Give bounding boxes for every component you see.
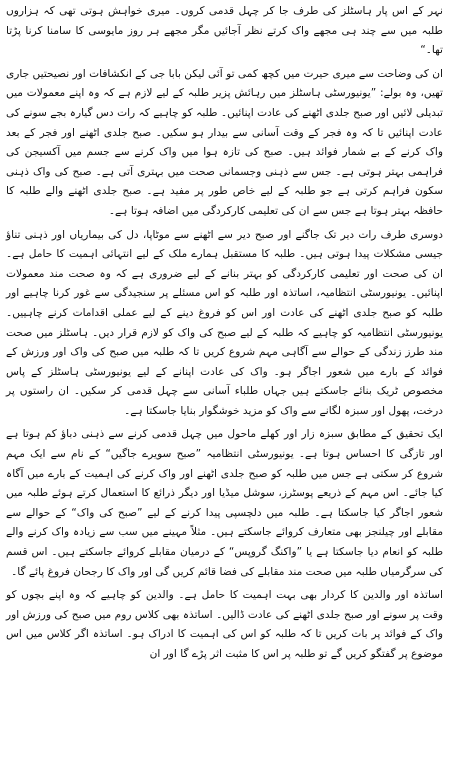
paragraph-4: ایک تحقیق کے مطابق سبزہ زار اور کھلے ماحول میں چہل قدمی کرنے سے ذہنی دباؤ کم ہوتا ہے اور تازگی کا احساس ہوتا ہے۔ یونیورسٹی انتظامیہ ”صبح سویرے جاگیں“ کے نام سے ایک مہم شروع کر سکتی ہے جس میں طلبہ کو صبح جلدی اٹھنے اور واک کرنے کی اہمیت کے بارے میں آگاہ کیا جائے۔ اس مہم کے ذریعے پوسٹرز، سوشل میڈیا اور دیگر ذرائع کا استعمال کرتے ہوئے طلبہ میں شعور اجاگر کیا جاسکتا ہے۔ طلبہ میں دلچسپی پیدا کرنے کے لیے ”صبح کی واک“ کے حوالے سے مقابلے اور چیلنجز بھی متعارف کروائے جاسکتے ہیں۔ مثلاً مہینے میں سب سے زیادہ واک کرنے والے طلبہ کو انعام دیا جاسکتا ہے یا ”واکنگ گروپس“ کے درمیان مقابلے کروائے جاسکتے ہیں۔ اس قسم کی سرگرمیاں طلبہ میں صحت مند مقابلے کی فضا قائم کریں گی اور واک کا رجحان فروغ پائے گا۔	[6, 428, 443, 578]
paragraph-2: ان کی وضاحت سے میری حیرت میں کچھ کمی تو آئی لیکن بابا جی کے انکشافات اور نصیحتیں جاری تھیں، وہ بولے: ”یونیورسٹی ہاسٹلز میں رہائش پزیر طلبہ کے لیے لازم ہے کہ وہ اپنے معمولات میں تبدیلی لائیں اور صبح جلدی اٹھنے کی عادت اپنائیں۔ طلبہ کو چاہیے کہ رات دس گیارہ بجے سونے کی عادت اپنائیں تا کہ وہ فجر کے وقت آسانی سے بیدار ہو سکیں۔ صبح جلدی اٹھنے اور فجر کے بعد واک کرنے کے بے شمار فوائد ہیں۔ صبح کی تازہ ہوا میں واک کرنے سے جسم میں آکسیجن کی فراہمی بہتر ہوتی ہے۔ جس سے ذہنی وجسمانی صحت میں بہتری آتی ہے۔ صبح کی واک ذہنی سکون فراہم کرتی ہے جو طلبہ کے لیے خاص طور پر مفید ہے۔ صبح جلدی اٹھنے والے طلبہ کا حافظہ بہتر ہوتا ہے جس سے ان کی تعلیمی کارکردگی میں اضافہ ہوتا ہے۔	[6, 67, 443, 217]
paragraph-5: اساتذہ اور والدین کا کردار بھی بہت اہمیت کا حامل ہے۔ والدین کو چاہیے کہ وہ اپنے بچوں کو وقت پر سونے اور صبح جلدی اٹھنے کی عادت ڈالیں۔ اساتذہ بھی کلاس روم میں صبح کی ورزش اور واک کے فوائد پر بات کریں تا کہ طلبہ کو اس کی اہمیت کا ادراک ہو۔ اساتذہ اگر کلاس میں اس موضوع پر گفتگو کریں گے تو طلبہ پر اس کا مثبت اثر پڑے گا اور ان	[6, 589, 443, 660]
paragraph-1: نہر کے اس پار ہاسٹلز کی طرف جا کر چہل قدمی کروں۔ میری خواہش ہوتی تھی کہ ہزاروں طلبہ میں سے چند ہی مجھے واک کرتے نظر آجائیں مگر مجھے ہر روز مایوسی کا سامنا کرنا پڑتا تھا۔“	[6, 5, 443, 57]
paragraph-3: دوسری طرف رات دیر تک جاگنے اور صبح دیر سے اٹھنے سے موٹاپا، دل کی بیماریاں اور ذہنی تناؤ جیسی مشکلات پیدا ہوتی ہیں۔ طلبہ کا مستقبل ہمارے ملک کے لیے انتہائی اہمیت کا حامل ہے۔ ان کی صحت اور تعلیمی کارکردگی کو بہتر بنانے کے لیے ضروری ہے کہ وہ صحت مند معمولات اپنائیں۔ یونیورسٹی انتظامیہ، اساتذہ اور طلبہ کو اس مسئلے پر سنجیدگی سے غور کرنا چاہیے اور طلبہ کو صبح جلدی اٹھنے کی عادت اور اس کو فروغ دینے کے لیے عملی اقدامات کرنے چاہییں۔ یونیورسٹی انتظامیہ کو چاہیے کہ طلبہ کے لیے صبح کی واک کو لازم قرار دیں۔ ہاسٹلز میں صحت مند طرز زندگی کے حوالے سے آگاہی مہم شروع کریں تا کہ طلبہ میں صبح کی واک اور ورزش کے فوائد کے بارے میں شعور اجاگر ہو۔ واک کی عادت اپنانے کے لیے یونیورسٹی ہاسٹلز کے پاس مخصوص ٹریک بنائے جاسکتے ہیں جہاں طلباء آسانی سے چہل قدمی کر سکیں۔ ان راستوں پر درخت، پھول اور سبزہ لگانے سے واک کو مزید خوشگوار بنایا جاسکتا ہے۔	[6, 228, 443, 417]
